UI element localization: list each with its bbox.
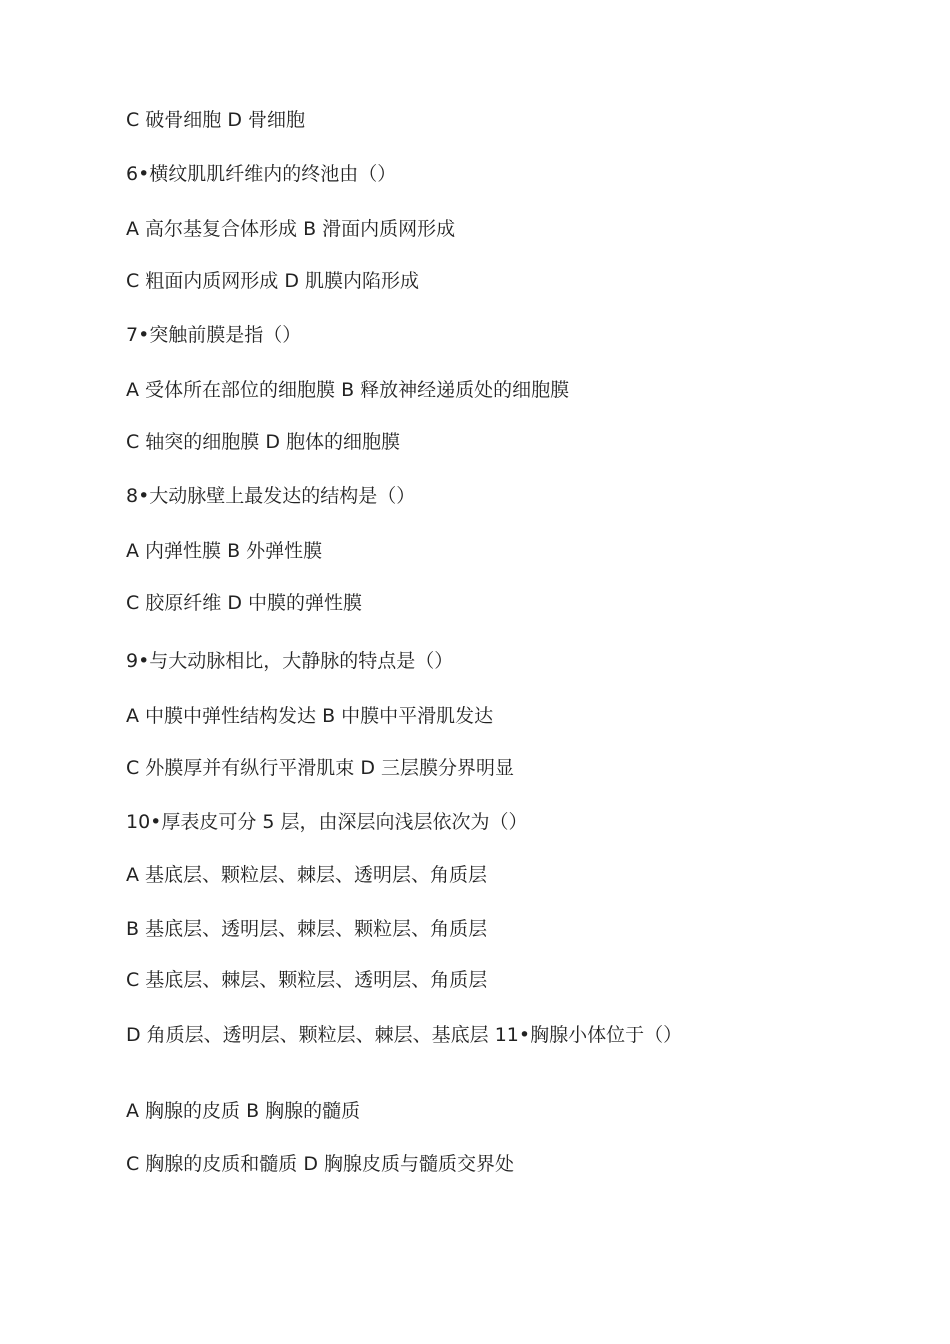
option-line-q9-cd: C 外膜厚并有纵行平滑肌束 D 三层膜分界明显	[126, 757, 515, 779]
option-line-q6-ab: A 高尔基复合体形成 B 滑面内质网形成	[126, 218, 456, 240]
question-6: 6•横纹肌肌纤维内的终池由（）	[126, 163, 397, 185]
option-line-q9-ab: A 中膜中弹性结构发达 B 中膜中平滑肌发达	[126, 705, 494, 727]
option-line-q8-cd: C 胶原纤维 D 中膜的弹性膜	[126, 592, 363, 614]
option-line-q8-ab: A 内弹性膜 B 外弹性膜	[126, 540, 323, 562]
option-line-q6-cd: C 粗面内质网形成 D 肌膜内陷形成	[126, 270, 420, 292]
option-line-q10-c: C 基底层、棘层、颗粒层、透明层、角质层	[126, 969, 488, 991]
option-line-q10-b: B 基底层、透明层、棘层、颗粒层、角质层	[126, 918, 488, 940]
option-line-q10-d-question-11: D 角质层、透明层、颗粒层、棘层、基底层 11•胸腺小体位于（）	[126, 1024, 683, 1046]
option-line-q10-a: A 基底层、颗粒层、棘层、透明层、角质层	[126, 864, 488, 886]
option-line-q11-cd: C 胸腺的皮质和髓质 D 胸腺皮质与髓质交界处	[126, 1153, 515, 1175]
question-7: 7•突触前膜是指（）	[126, 324, 302, 346]
option-line-q7-ab: A 受体所在部位的细胞膜 B 释放神经递质处的细胞膜	[126, 379, 570, 401]
option-line-q11-ab: A 胸腺的皮质 B 胸腺的髓质	[126, 1100, 361, 1122]
option-line-q5-cd: C 破骨细胞 D 骨细胞	[126, 109, 306, 131]
question-8: 8•大动脉壁上最发达的结构是（）	[126, 485, 416, 507]
question-9: 9•与大动脉相比，大静脉的特点是（）	[126, 650, 454, 672]
question-10: 10•厚表皮可分 5 层，由深层向浅层依次为（）	[126, 811, 528, 833]
option-line-q7-cd: C 轴突的细胞膜 D 胞体的细胞膜	[126, 431, 401, 453]
